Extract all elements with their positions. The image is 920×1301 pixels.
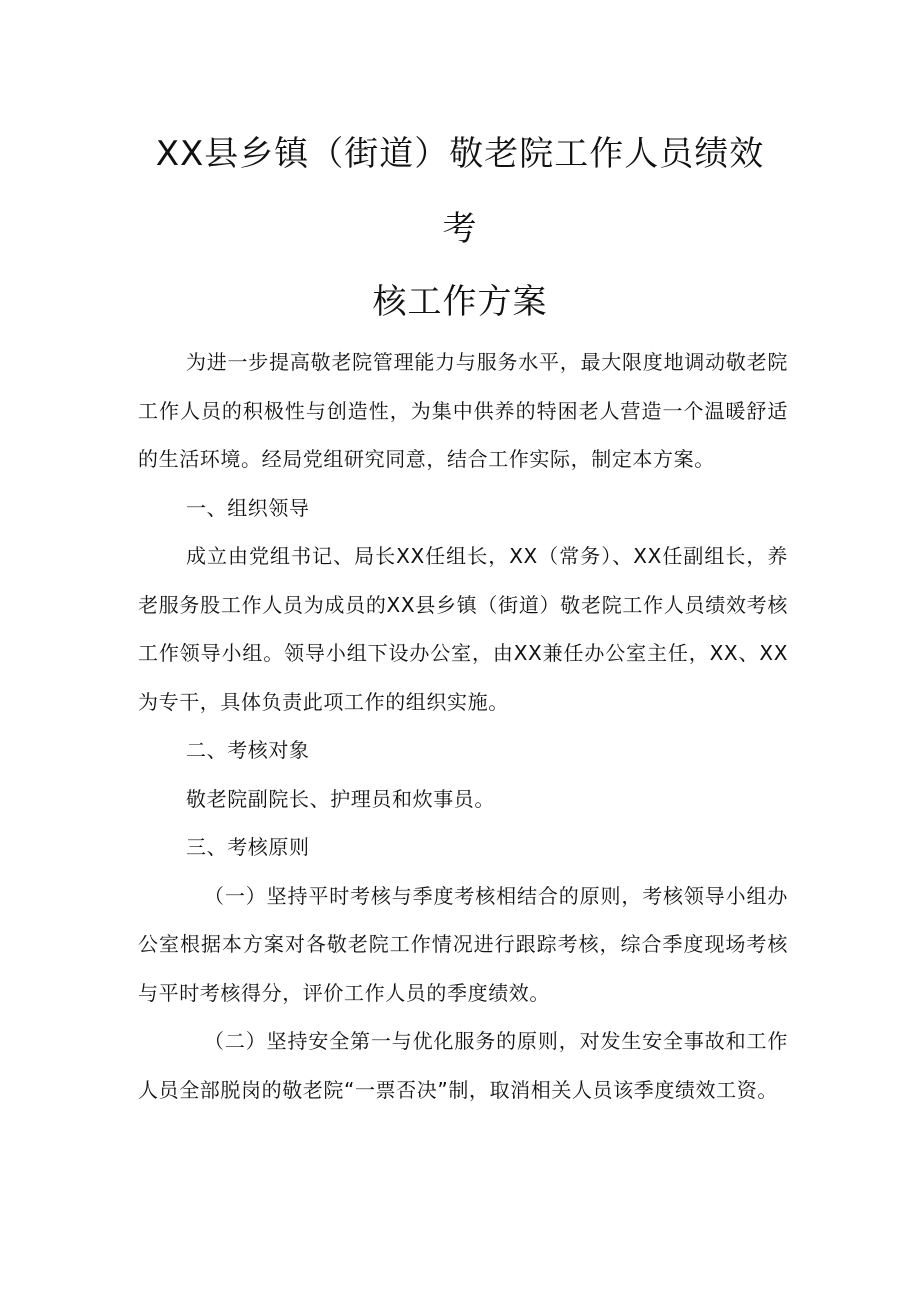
document-title-line-2: 考 <box>442 209 478 249</box>
targets-paragraph: 敬老院副院长、护理员和炊事员。 <box>186 786 495 811</box>
organization-paragraph: 成立由党组书记、局长XX任组长，XX（常务）、XX任副组长，养老服务股工作人员为成员的XX县乡镇（街道）敬老院工作人员绩效考核工作领导小组。领导小组下设办公室，由XX兼任办公室主任，XX、XX为专干，具体负责此项工作的组织实施。 <box>138 544 788 714</box>
section-heading-principles: 三、考核原则 <box>186 835 310 859</box>
document-body <box>138 338 788 1114</box>
principle-2-paragraph: （二）坚持安全第一与优化服务的原则，对发生安全事故和工作人员全部脱岗的敬老院“一票否决”制，取消相关人员该季度绩效工资。 <box>138 1029 788 1102</box>
section-heading-organization: 一、组织领导 <box>186 495 310 520</box>
intro-paragraph: 为进一步提高敬老院管理能力与服务水平，最大限度地调动敬老院工作人员的积极性与创造性，为集中供养的特困老人营造一个温暖舒适的生活环境。经局党组研究同意，结合工作实际，制定本方案。 <box>138 350 788 471</box>
document-title-line-1: XX县乡镇（街道）敬老院工作人员绩效 <box>155 134 765 174</box>
section-heading-targets: 二、考核对象 <box>186 738 310 762</box>
principle-1-paragraph: （一）坚持平时考核与季度考核相结合的原则，考核领导小组办公室根据本方案对各敬老院工作情况进行跟踪考核，综合季度现场考核与平时考核得分，评价工作人员的季度绩效。 <box>138 883 788 1005</box>
document-title-line-3: 核工作方案 <box>372 282 548 322</box>
